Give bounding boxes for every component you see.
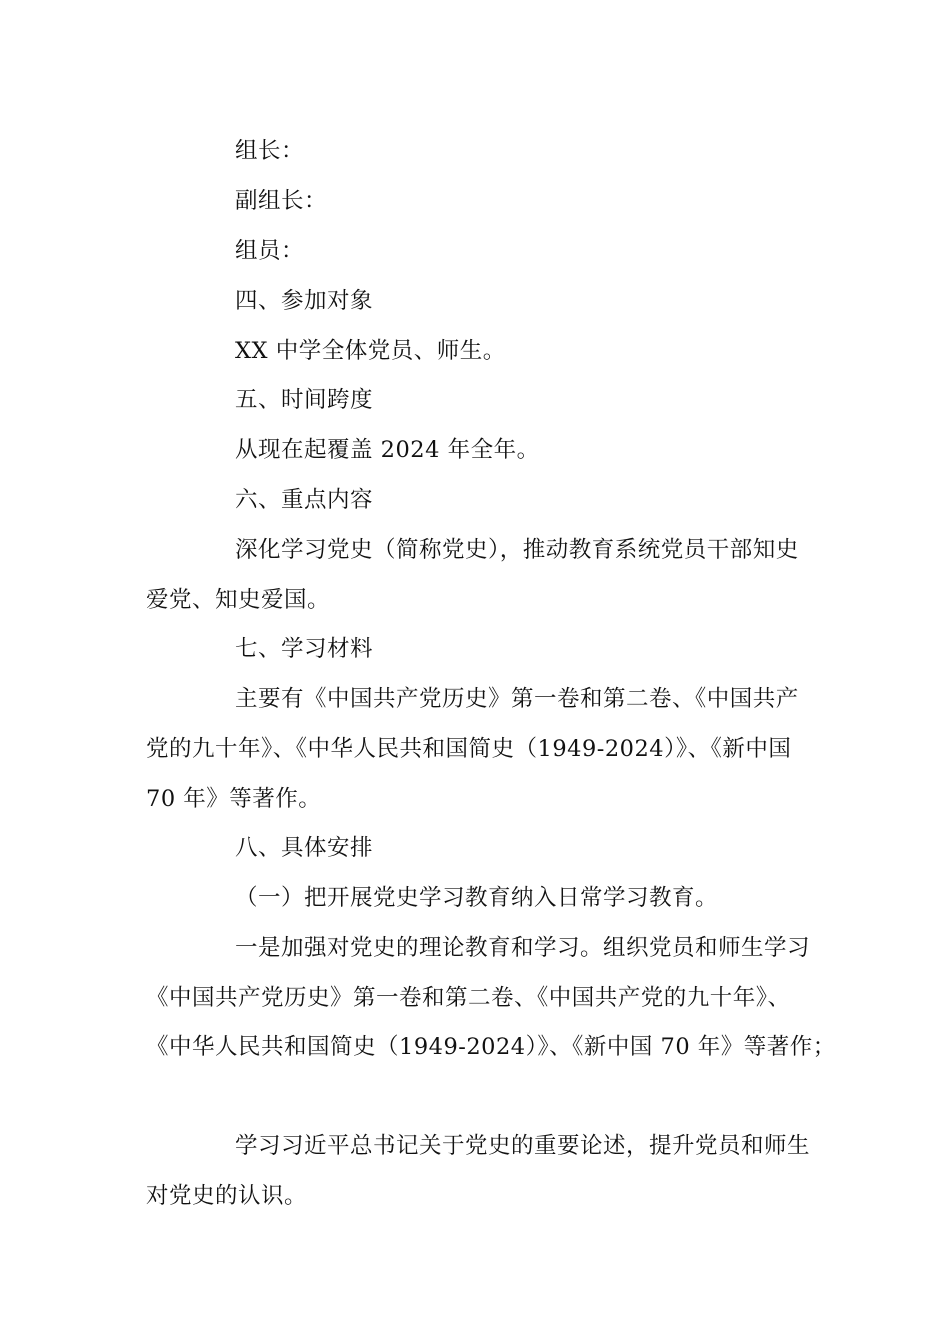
study-paragraph-line-1: 学习习近平总书记关于党史的重要论述，提升党员和师生 xyxy=(235,1133,811,1159)
team-members-line: 组员： xyxy=(235,238,305,264)
arrangement-paragraph-line-2: 《中国共产党历史》第一卷和第二卷、《中国共产党的九十年》、 xyxy=(146,985,791,1011)
deputy-leader-line: 副组长： xyxy=(235,188,328,214)
section-heading-time-span: 五、时间跨度 xyxy=(235,387,374,413)
study-paragraph-line-2: 对党史的认识。 xyxy=(146,1183,308,1209)
section-heading-materials: 七、学习材料 xyxy=(235,636,374,662)
arrangement-paragraph-line-3: 《中华人民共和国简史（1949-2024）》、《新中国 70 年》等著作； xyxy=(146,1034,836,1060)
participants-paragraph: XX 中学全体党员、师生。 xyxy=(235,338,506,364)
arrangement-paragraph-line-1: 一是加强对党史的理论教育和学习。组织党员和师生学习 xyxy=(235,935,811,961)
materials-paragraph-line-1: 主要有《中国共产党历史》第一卷和第二卷、《中国共产 xyxy=(235,686,799,712)
materials-paragraph-line-3: 70 年》等著作。 xyxy=(146,786,322,812)
section-heading-key-content: 六、重点内容 xyxy=(235,487,374,513)
section-heading-arrangements: 八、具体安排 xyxy=(235,835,374,861)
time-span-paragraph: 从现在起覆盖 2024 年全年。 xyxy=(235,437,540,463)
key-content-paragraph-line-1: 深化学习党史（简称党史），推动教育系统党员干部知史 xyxy=(235,537,799,563)
section-heading-participants: 四、参加对象 xyxy=(235,288,374,314)
key-content-paragraph-line-2: 爱党、知史爱国。 xyxy=(146,587,331,613)
team-leader-line: 组长： xyxy=(235,138,305,164)
subsection-heading-1: （一）把开展党史学习教育纳入日常学习教育。 xyxy=(235,885,719,911)
materials-paragraph-line-2: 党的九十年》、《中华人民共和国简史（1949-2024）》、《新中国 xyxy=(146,736,792,762)
